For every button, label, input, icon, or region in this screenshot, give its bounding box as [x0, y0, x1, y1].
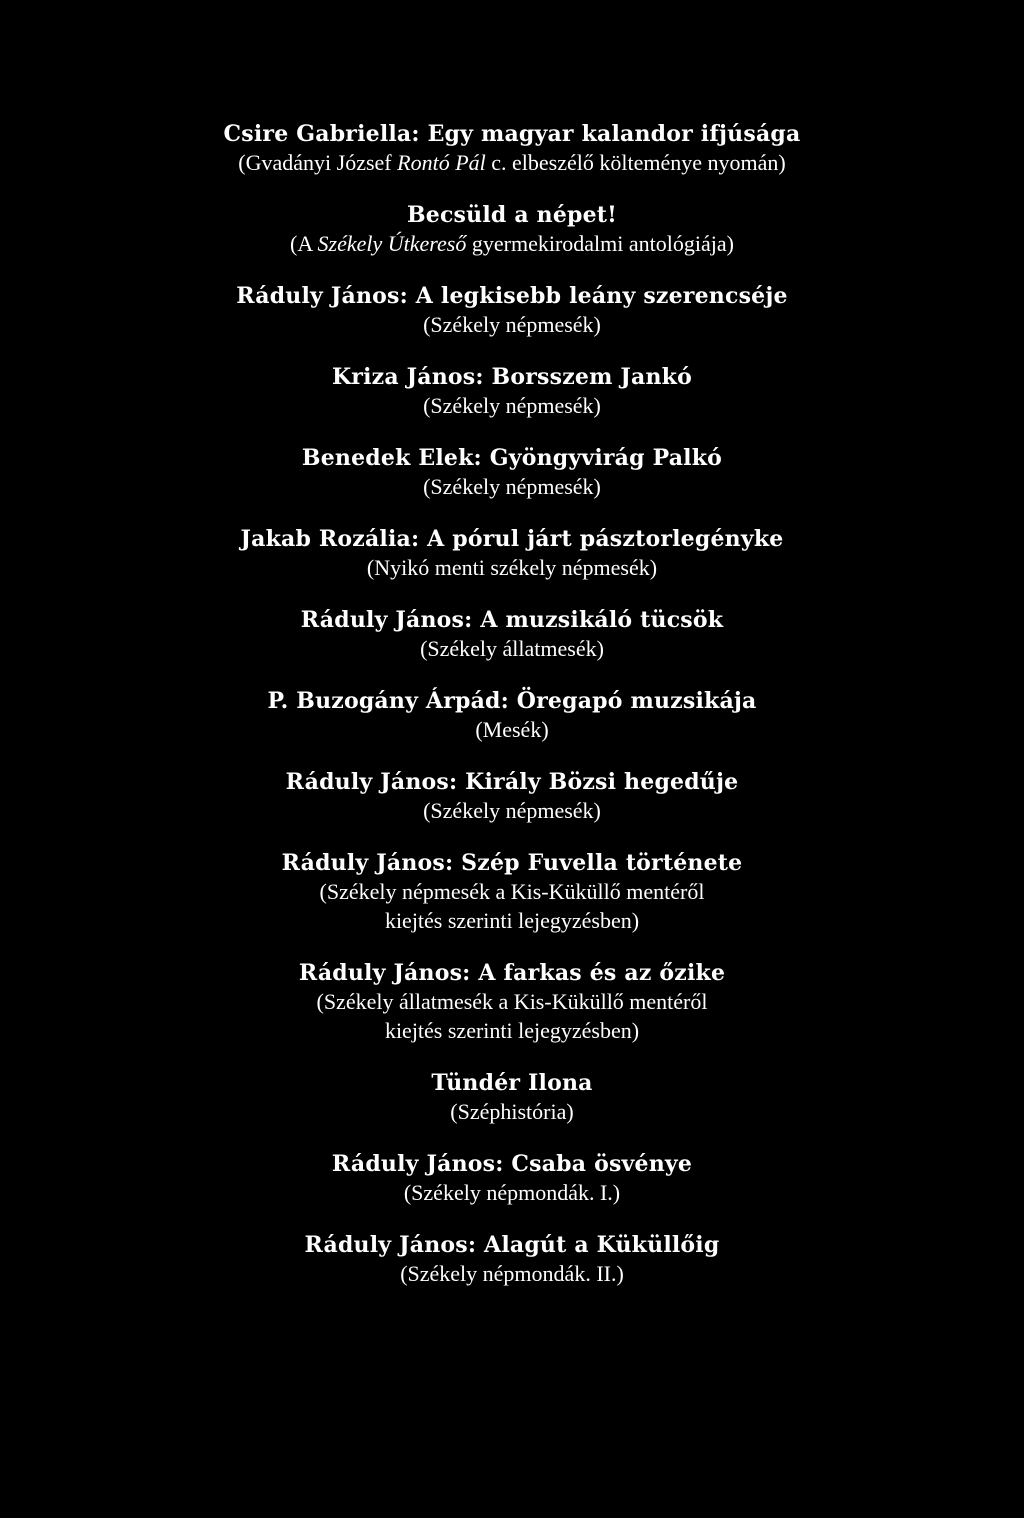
book-title: Csire Gabriella: Egy magyar kalandor ifjúsága: [223, 121, 801, 147]
book-entry: [0, 444, 1024, 501]
subtitle-text: c. elbeszélő költeménye nyomán): [485, 150, 786, 175]
book-title: P. Buzogány Árpád: Öregapó muzsikája: [267, 688, 757, 714]
book-entry: [0, 849, 1024, 935]
book-title: Kriza János: Borsszem Jankó: [331, 364, 692, 390]
book-subtitle: (Székely állatmesék a Kis-Küküllő mentéről: [316, 989, 708, 1014]
book-subtitle: (Széphistória): [450, 1099, 574, 1124]
book-title: Ráduly János: A muzsikáló tücsök: [300, 607, 724, 633]
book-title: Becsüld a népet!: [406, 202, 618, 228]
book-subtitle: (Nyikó menti székely népmesék): [366, 555, 658, 580]
book-entry: [0, 1231, 1024, 1288]
book-subtitle: (Székely népmesék): [423, 798, 601, 823]
book-title: Tündér Ilona: [431, 1070, 593, 1096]
book-title: Ráduly János: Szép Fuvella története: [281, 850, 743, 876]
book-entry: [0, 606, 1024, 663]
book-subtitle: (Székely népmondák. II.): [400, 1261, 624, 1286]
book-title: Ráduly János: Király Bözsi hegedűje: [285, 769, 739, 795]
book-subtitle: (Székely népmesék a Kis-Küküllő mentéről: [319, 879, 705, 904]
book-entry: [0, 363, 1024, 420]
subtitle-italic: Rontó Pál: [397, 150, 486, 175]
book-list: [0, 120, 1024, 1288]
book-subtitle: (Székely állatmesék): [420, 636, 604, 661]
book-subtitle-line2: kiejtés szerinti lejegyzésben): [384, 908, 640, 933]
subtitle-italic: Székely Útkereső: [317, 231, 467, 256]
subtitle-text: (Gvadányi József: [238, 150, 398, 175]
book-entry: [0, 687, 1024, 744]
book-entry: [0, 1150, 1024, 1207]
book-subtitle: (Székely népmesék): [423, 474, 601, 499]
book-title: Ráduly János: Csaba ösvénye: [331, 1151, 693, 1177]
book-subtitle-line2: kiejtés szerinti lejegyzésben): [384, 1018, 640, 1043]
book-title: Ráduly János: A legkisebb leány szerencséje: [236, 283, 788, 309]
book-title: Benedek Elek: Gyöngyvirág Palkó: [301, 445, 723, 471]
book-subtitle: [0, 229, 1024, 258]
book-entry: [0, 768, 1024, 825]
book-entry: [0, 959, 1024, 1045]
subtitle-text: gyermekirodalmi antológiája): [466, 231, 734, 256]
book-entry: [0, 201, 1024, 258]
book-subtitle: (Székely népmesék): [423, 312, 601, 337]
book-subtitle: [0, 148, 1024, 177]
book-entry: [0, 525, 1024, 582]
book-title: Ráduly János: Alagút a Küküllőig: [304, 1232, 720, 1258]
book-subtitle: (Székely népmesék): [423, 393, 601, 418]
book-subtitle: (Székely népmondák. I.): [403, 1180, 621, 1205]
book-title: Jakab Rozália: A pórul járt pásztorlegényke: [240, 526, 784, 552]
book-entry: [0, 1069, 1024, 1126]
book-entry: [0, 282, 1024, 339]
book-title: Ráduly János: A farkas és az őzike: [298, 960, 726, 986]
book-entry: [0, 120, 1024, 177]
book-subtitle: (Mesék): [475, 717, 549, 742]
subtitle-text: (A: [290, 231, 318, 256]
